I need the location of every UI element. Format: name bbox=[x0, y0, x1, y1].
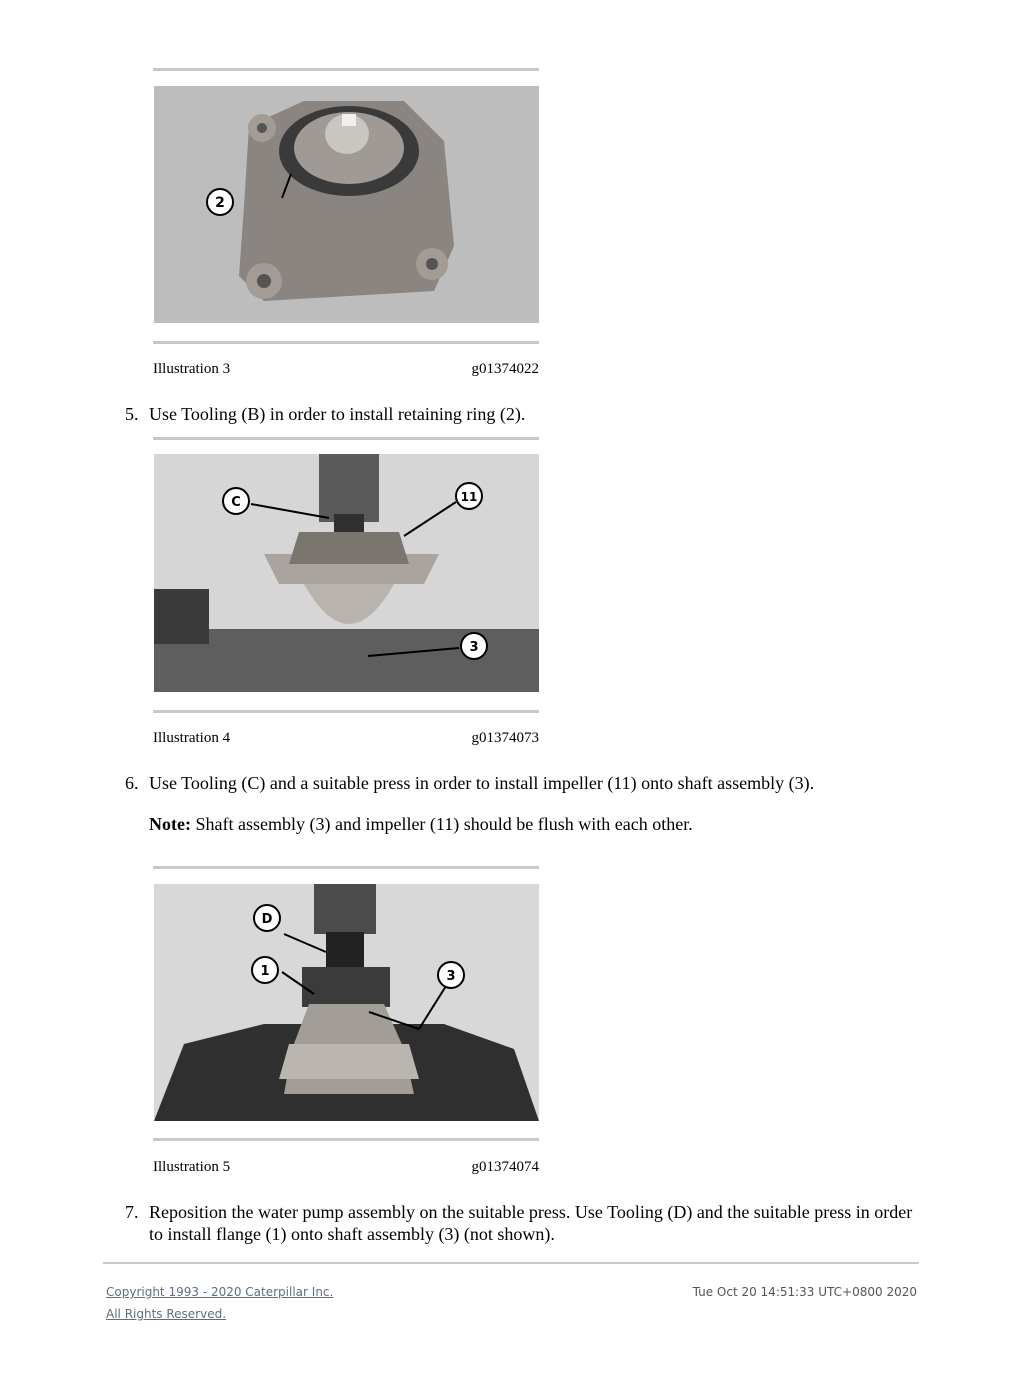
rights-link[interactable]: All Rights Reserved. bbox=[106, 1307, 227, 1321]
illustration-5-callout-3: 3 bbox=[446, 969, 456, 984]
illustration-5-caption bbox=[153, 1159, 539, 1176]
illustration-5-photo bbox=[154, 884, 539, 1121]
illustration-5-bottom-rule bbox=[153, 1138, 539, 1141]
illustration-4-photo bbox=[154, 454, 539, 692]
illustration-3-caption bbox=[153, 361, 539, 378]
illustration-5-callout-d: D bbox=[261, 912, 273, 927]
illustration-3-photo bbox=[154, 86, 539, 323]
illustration-4-label: Illustration 4 bbox=[153, 730, 231, 746]
note bbox=[149, 813, 909, 835]
step-5 bbox=[125, 403, 925, 425]
illustration-3-callout-2: 2 bbox=[215, 195, 225, 211]
illustration-5-callout-1: 1 bbox=[260, 964, 270, 979]
step-5-text: Use Tooling (B) in order to install retaining ring (2). bbox=[149, 404, 526, 424]
illustration-4-callout-11: 11 bbox=[460, 490, 478, 504]
illustration-3-code: g01374022 bbox=[471, 361, 539, 377]
step-5-number: 5. bbox=[125, 404, 139, 424]
illustration-3-label: Illustration 3 bbox=[153, 361, 231, 377]
footer-rights bbox=[106, 1307, 226, 1321]
step-6 bbox=[125, 772, 925, 794]
illustration-3-bottom-rule bbox=[153, 341, 539, 344]
illustration-4-top-rule bbox=[153, 437, 539, 440]
illustration-5-code: g01374074 bbox=[471, 1159, 539, 1175]
footer-timestamp: Tue Oct 20 14:51:33 UTC+0800 2020 bbox=[692, 1285, 917, 1299]
footer-copyright bbox=[106, 1285, 333, 1299]
copyright-link[interactable]: Copyright 1993 - 2020 Caterpillar Inc. bbox=[106, 1285, 334, 1299]
step-7-number: 7. bbox=[125, 1202, 139, 1222]
note-text: Shaft assembly (3) and impeller (11) should be flush with each other. bbox=[190, 814, 693, 834]
illustration-3-top-rule bbox=[153, 68, 539, 71]
step-6-number: 6. bbox=[125, 773, 139, 793]
illustration-4-callout-c: C bbox=[231, 495, 241, 510]
illustration-4-caption bbox=[153, 730, 539, 747]
footer-rule bbox=[103, 1262, 919, 1264]
illustration-4-bottom-rule bbox=[153, 710, 539, 713]
illustration-5-top-rule bbox=[153, 866, 539, 869]
step-7-text: Reposition the water pump assembly on the suitable press. Use Tooling (D) and the suitable press in order to install flange (1) onto shaft assembly (3) (not shown). bbox=[149, 1202, 913, 1244]
illustration-5-label: Illustration 5 bbox=[153, 1159, 231, 1175]
note-label: Note: bbox=[149, 814, 191, 834]
step-7 bbox=[125, 1201, 925, 1245]
illustration-4-code: g01374073 bbox=[471, 730, 539, 746]
illustration-4-callout-3: 3 bbox=[469, 640, 479, 655]
step-6-text: Use Tooling (C) and a suitable press in order to install impeller (11) onto shaft assembly (3). bbox=[149, 773, 815, 793]
